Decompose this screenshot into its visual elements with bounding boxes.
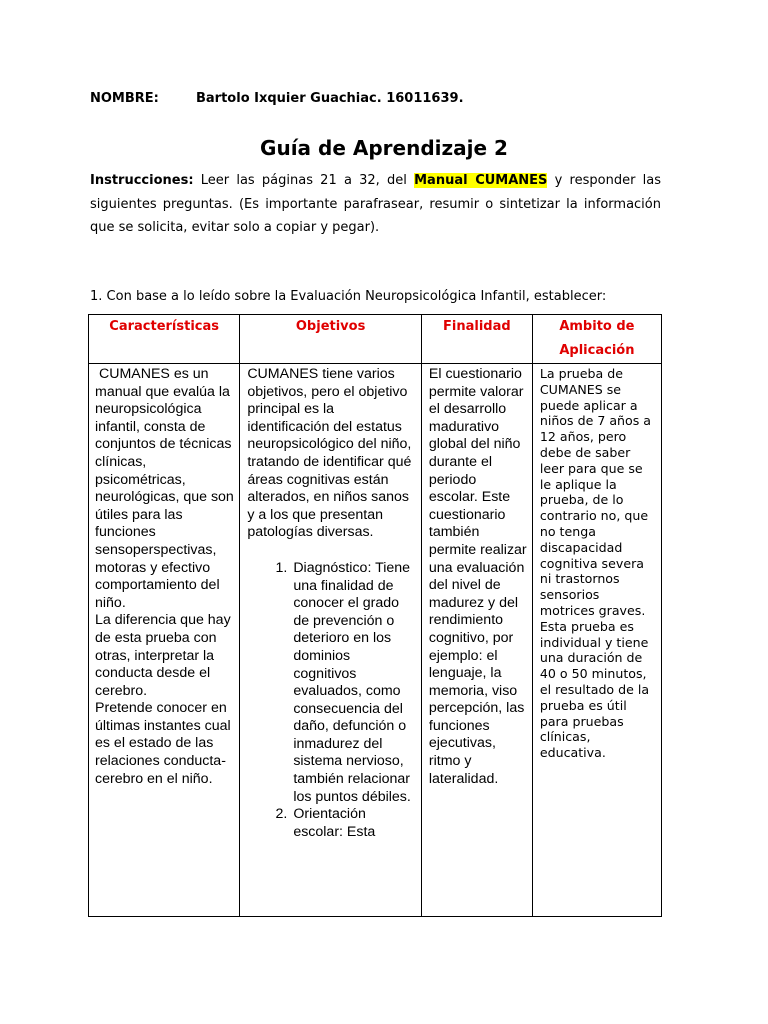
objetivos-list (247, 560, 416, 842)
instructions-text-after: y responder las siguientes preguntas. (Es importante parafrasear, resumir o sintetizar la información que se solicita, evitar solo a copiar y pegar). (90, 173, 661, 235)
list-item: 2. Orientación escolar: Esta (291, 806, 416, 841)
instructions-text-before: Leer las páginas 21 a 32, del (193, 173, 415, 188)
highlighted-manual-name: Manual CUMANES (414, 173, 548, 188)
list-item: 1. Diagnóstico: Tiene una finalidad de conocer el grado de prevención o deterioro en los dominios cognitivos evaluados, como consecuencia del daño, defunción o inmadurez del sistema nervioso, también relacionar los puntos débiles. (291, 560, 416, 806)
cell-objetivos (240, 364, 422, 917)
instructions-paragraph (90, 169, 661, 240)
instructions-label: Instrucciones: (90, 173, 194, 188)
table-header-row (89, 315, 662, 364)
page-title: Guía de Aprendizaje 2 (260, 136, 508, 160)
objetivos-intro: CUMANES tiene varios objetivos, pero el objetivo principal es la identificación del estatus neuropsicológico del niño, tratando de identificar qué áreas cognitivas están alterados, en niños sanos y a los que presentan patologías diversas. (247, 366, 412, 541)
caracteristicas-paragraph: Pretende conocer en últimas instantes cual es el estado de las relaciones conducta-cerebro en el niño. (95, 700, 231, 787)
cell-ambito (532, 364, 661, 917)
cell-finalidad (421, 364, 532, 917)
ambito-text: La prueba de CUMANES se puede aplicar a niños de 7 años a 12 años, pero debe de saber leer para que se le aplique la prueba, de lo contrario no, que no tenga discapacidad cognitiva severa ni trastornos sensorios motrices graves. Esta prueba es individual y tiene una duración de 40 o 50 minutos, el resultado de la prueba es útil para pruebas clínicas, educativa. (539, 366, 652, 761)
name-label: NOMBRE: (90, 91, 159, 106)
caracteristicas-paragraph: La diferencia que hay de esta prueba con otras, interpretar la conducta desde el cerebro. (95, 612, 231, 699)
header-ambito: Ambito de Aplicación (532, 315, 661, 364)
question-1: 1. Con base a lo leído sobre la Evaluación Neuropsicológica Infantil, establecer: (90, 289, 607, 304)
name-value: Bartolo Ixquier Guachiac. 16011639. (196, 91, 464, 106)
name-line (90, 91, 464, 106)
finalidad-text: El cuestionario permite valorar el desarrollo madurativo global del niño durante el periodo escolar. Este cuestionario también permite realizar una evaluación del nivel de madurez y del rendimiento cognitivo, por ejemplo: el lenguaje, la memoria, viso percepción, las funciones ejecutivas, ritmo y lateralidad. (428, 366, 527, 787)
evaluation-table (88, 314, 662, 917)
cell-caracteristicas (89, 364, 240, 917)
table-row (89, 364, 662, 917)
caracteristicas-paragraph: CUMANES es un manual que evalúa la neuropsicológica infantil, consta de conjuntos de técnicas clínicas, psicométricas, neurológicas, que son útiles para las funciones sensoperspectivas, motoras y efectivo comportamiento del niño. (95, 366, 238, 611)
header-objetivos: Objetivos (240, 315, 422, 364)
header-caracteristicas: Características (89, 315, 240, 364)
header-finalidad: Finalidad (421, 315, 532, 364)
